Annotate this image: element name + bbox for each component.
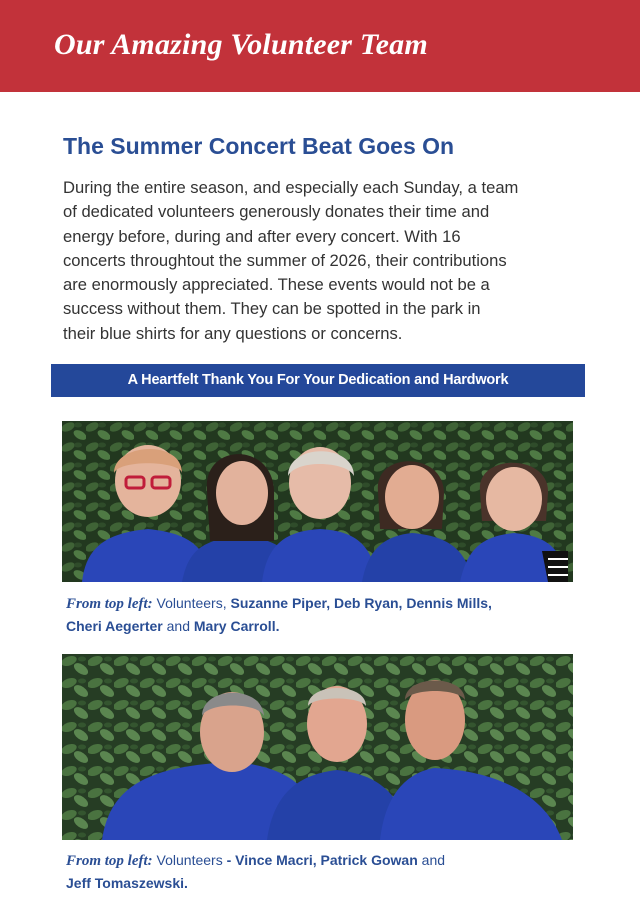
photo-caption-women [66,592,566,637]
photo-caption-men [66,849,566,894]
volunteer-photo-women-image [62,421,573,582]
body-line: energy before, during and after every concert. With 16 [63,226,461,246]
caption-prefix: Volunteers, [152,595,231,611]
caption-lead: From top left: [66,853,153,869]
body-line: During the entire season, and especially each Sunday, a team [63,178,519,197]
volunteer-photo-women [62,421,573,582]
caption-and: and [417,852,446,868]
article-body [63,176,588,346]
body-line: their blue shirts for any questions or concerns. [63,323,403,343]
thank-you-banner: A Heartfelt Thank You For Your Dedication and Hardwork [51,364,585,397]
body-line: concerts throughtout the summer of 2026, their contributions [63,250,507,270]
caption-prefix: Volunteers [152,852,227,868]
caption-names: Jeff Tomaszewski. [66,875,188,891]
caption-names: Cheri Aegerter [66,618,163,634]
volunteer-photo-men [62,654,573,840]
body-line: success without them. They can be spotted in the park in [63,299,481,319]
caption-names: Suzanne Piper, Deb Ryan, Dennis Mills, [230,595,492,611]
article-heading: The Summer Concert Beat Goes On [63,133,455,159]
title-banner [0,0,640,92]
volunteer-photo-men-image [62,654,573,840]
caption-names: - Vince Macri, Patrick Gowan [226,852,418,868]
caption-lead: From top left: [66,596,153,612]
caption-and: and [162,618,194,634]
page-title: Our Amazing Volunteer Team [54,28,428,61]
caption-names: Mary Carroll. [193,618,280,634]
body-line: are enormously appreciated. These events would not be a [63,275,490,295]
body-line: of dedicated volunteers generously donates their time and [63,202,490,222]
